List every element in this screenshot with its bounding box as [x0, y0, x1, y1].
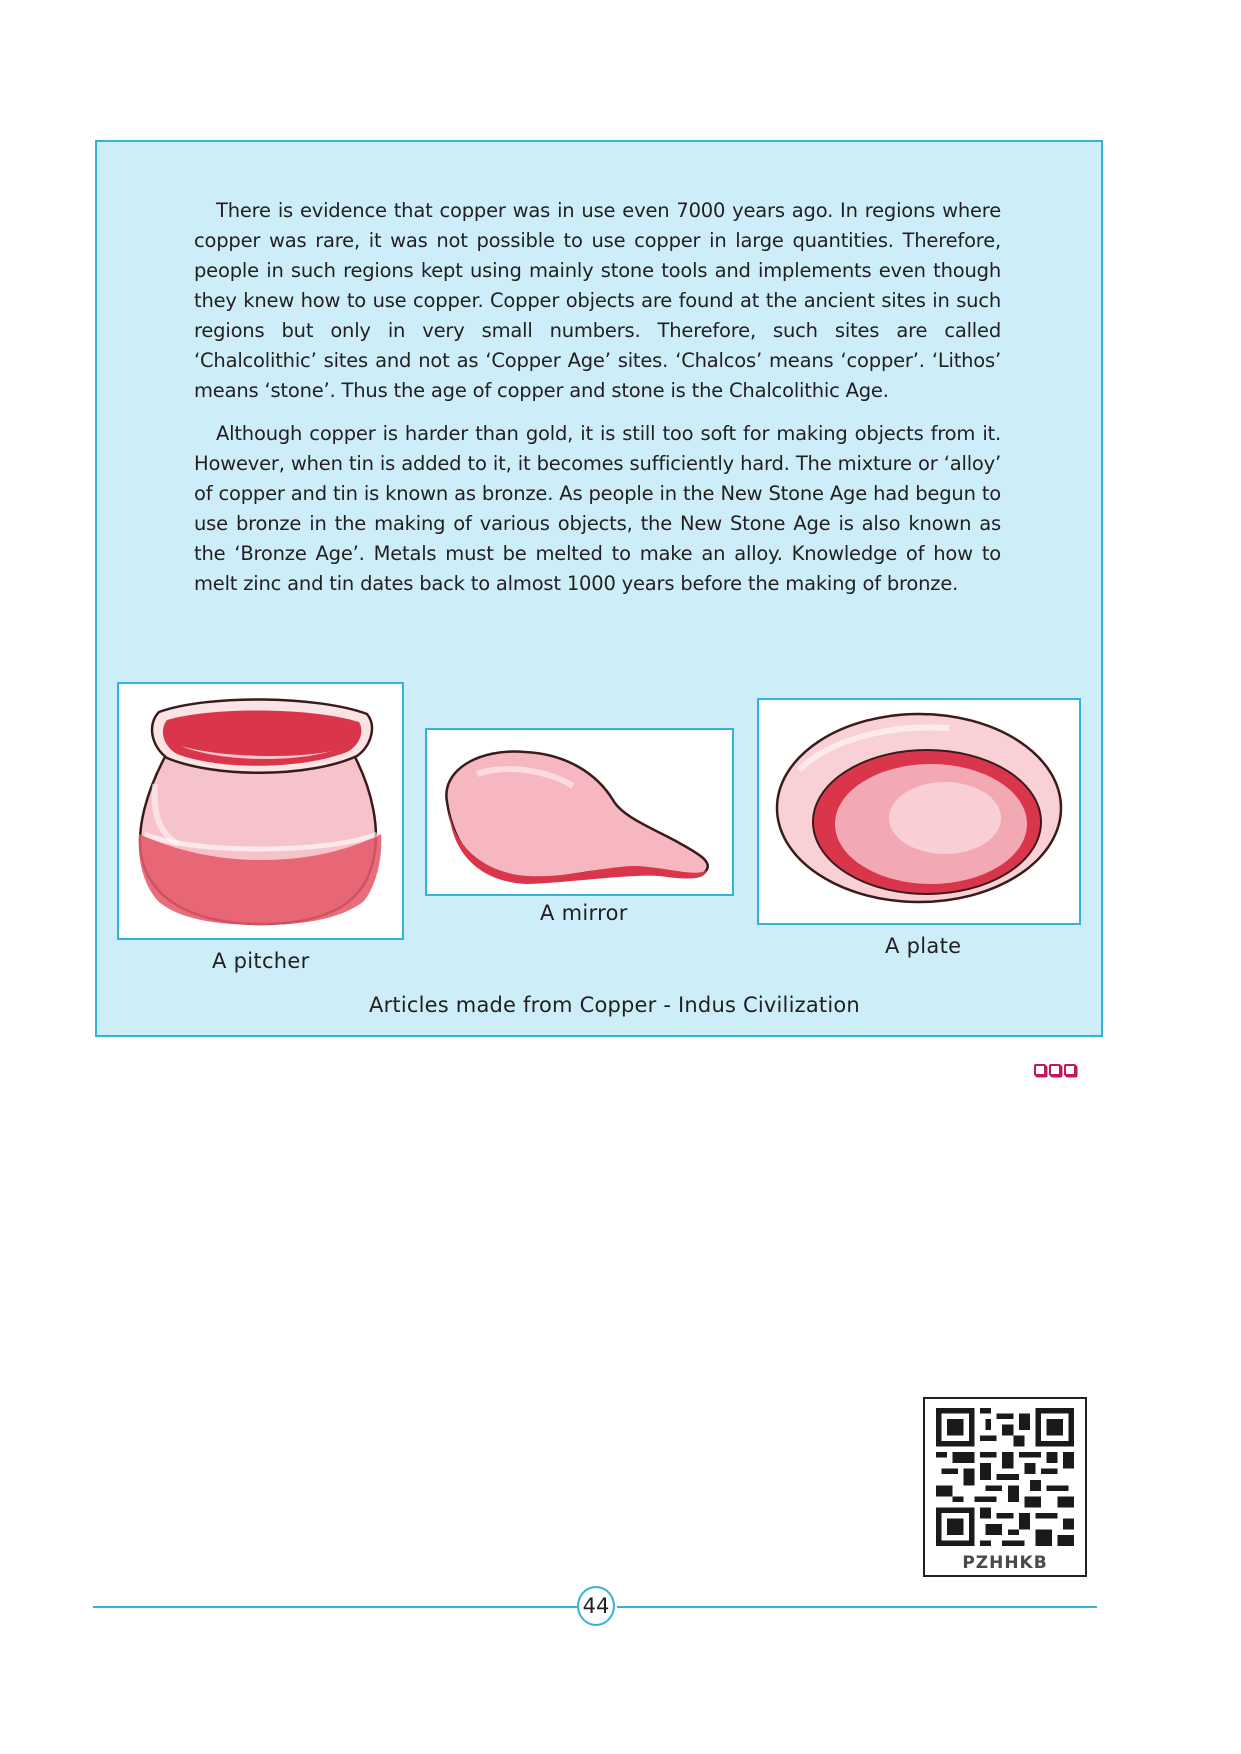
qr-code-icon	[936, 1408, 1074, 1546]
paragraph-bronze: Although copper is harder than gold, it is still too soft for making objects from it. However, when tin is added to it, it becomes sufficiently hard. The mixture or ‘alloy’ of copper and tin is known as bronze. As people in the New Stone Age had begun to use bronze in the making of various objects, the New Stone Age is also known as the ‘Bronze Age’. Metals must be melted to make an alloy. Knowledge of how to melt zinc and tin dates back to almost 1000 years before the making of bronze.	[194, 422, 1001, 595]
page-number: 44	[577, 1586, 615, 1626]
plate-image-frame	[757, 698, 1081, 925]
copper-pitcher-illustration	[119, 684, 402, 938]
copper-mirror-illustration	[427, 730, 732, 894]
info-box	[95, 140, 1103, 1037]
footer-rule-left	[93, 1606, 577, 1608]
pitcher-caption: A pitcher	[212, 949, 310, 973]
copper-plate-illustration	[759, 700, 1079, 923]
paragraph-chalcolithic: There is evidence that copper was in use even 7000 years ago. In regions where copper was rare, it was not possible to use copper in large quantities. Therefore, people in such regions kept using mainly stone tools and implements even though they knew how to use copper. Copper objects are found at the ancient sites in such regions but only in very small numbers. Therefore, such sites are called ‘Chalcolithic’ sites and not as ‘Copper Age’ sites. ‘Chalcos’ means ‘copper’. ‘Lithos’ means ‘stone’. Thus the age of copper and stone is the Chalcolithic Age.	[194, 199, 1001, 402]
footer-rule-right	[617, 1606, 1097, 1608]
square-bullet-icon	[1034, 1064, 1046, 1076]
square-bullet-icon	[1049, 1064, 1061, 1076]
plate-caption: A plate	[885, 934, 962, 958]
mirror-caption: A mirror	[540, 901, 628, 925]
qr-code-label: PZHHKB	[962, 1553, 1048, 1573]
figure-caption: Articles made from Copper - Indus Civilization	[369, 993, 860, 1017]
pitcher-image-frame	[117, 682, 404, 940]
qr-code[interactable]	[923, 1397, 1087, 1577]
square-bullet-icon	[1064, 1064, 1076, 1076]
mirror-image-frame	[425, 728, 734, 896]
section-end-marks	[1034, 1064, 1076, 1076]
